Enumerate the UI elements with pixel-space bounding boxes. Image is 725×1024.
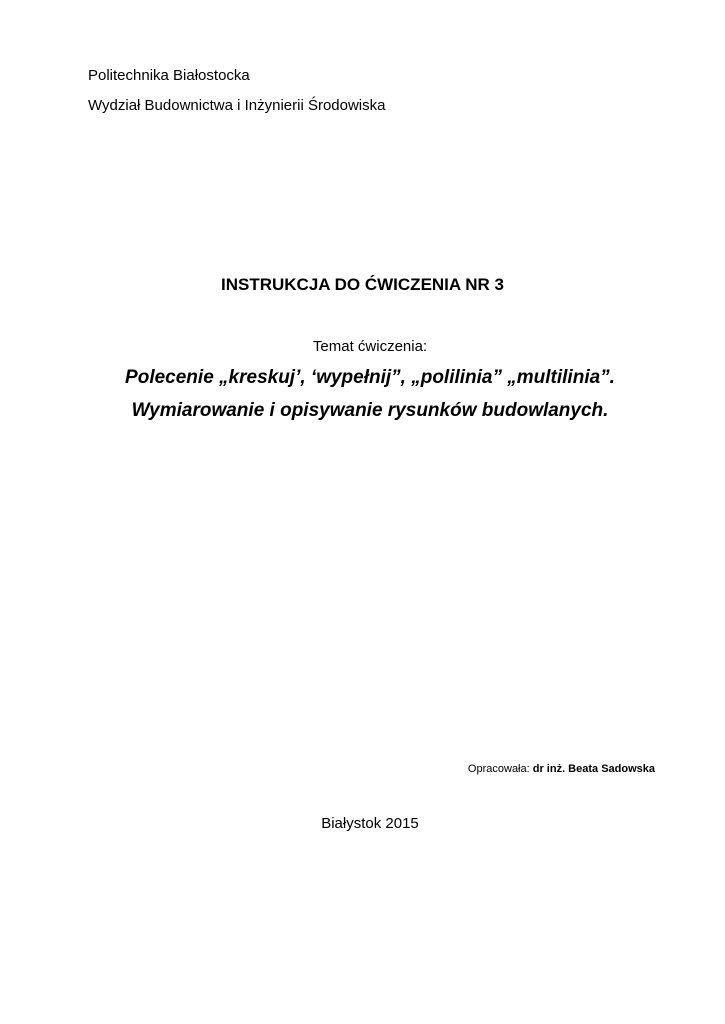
author-name: dr inż. Beata Sadowska	[532, 763, 655, 775]
topic-line-1: Polecenie „kreskuj’, ‘wypełnij”, „polilinia” „multilinia”.	[125, 367, 615, 388]
institution-name: Politechnika Białostocka	[88, 67, 250, 84]
document-title: INSTRUKCJA DO ĆWICZENIA NR 3	[220, 275, 505, 294]
place-and-year: Białystok 2015	[321, 815, 419, 832]
topic-label: Temat ćwiczenia:	[312, 338, 428, 355]
author-credit	[468, 763, 655, 775]
topic-line-2: Wymiarowanie i opisywanie rysunków budowlanych.	[131, 400, 609, 421]
faculty-name: Wydział Budownictwa i Inżynierii Środowiska	[88, 97, 386, 114]
author-label: Opracowała:	[467, 763, 533, 775]
